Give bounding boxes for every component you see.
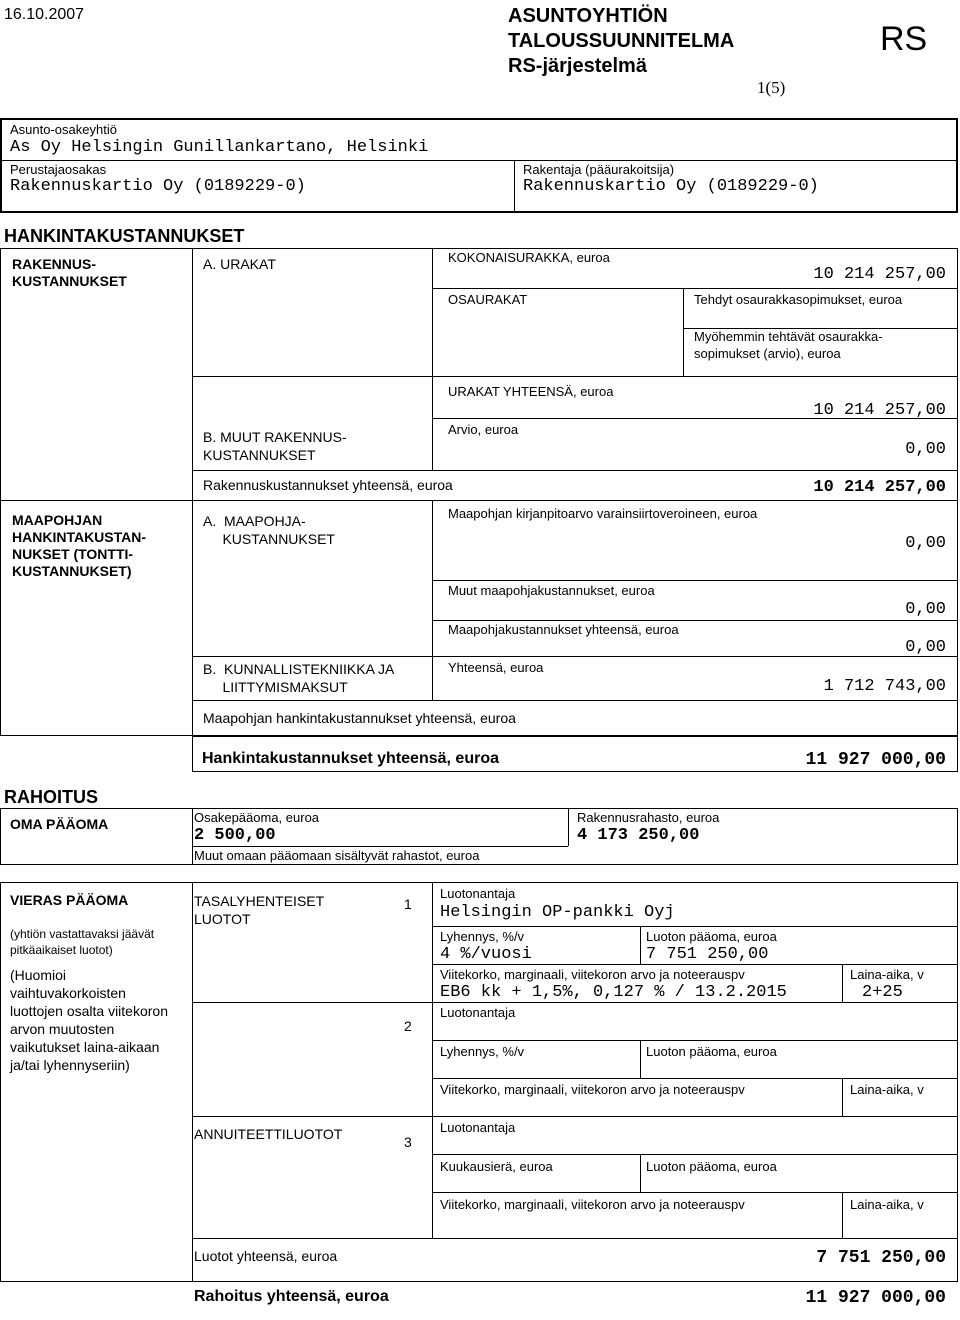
loan1-lender: Helsingin OP-pankki Oyj xyxy=(440,903,675,922)
loan1-number: 1 xyxy=(404,896,412,912)
maapohja-hankinta-yhteensa-label: Maapohjan hankintakustannukset yhteensä, euroa xyxy=(203,710,516,726)
rahoitus-yhteensa-value: 11 927 000,00 xyxy=(805,1288,946,1308)
kirjanpitoarvo-value: 0,00 xyxy=(905,534,946,553)
kokonaisurakka-value: 10 214 257,00 xyxy=(813,265,946,284)
loan1-laina-aika-value: 2+25 xyxy=(862,983,903,1002)
vieras-note-huomioi: (Huomioi vaihtuvakorkoisten luottojen osalta viitekoron arvon muutosten vaikutukset laina-aikaan ja/tai lyhennyseriin) xyxy=(10,967,168,1073)
loan1-korko-label: Viitekorko, marginaali, viitekoron arvo ja noteerauspv xyxy=(440,967,745,982)
kirjanpitoarvo-label: Maapohjan kirjanpitoarvo varainsiirtoveroineen, euroa xyxy=(448,506,758,521)
muut-omaan-label: Muut omaan pääomaan sisältyvät rahastot, euroa xyxy=(194,848,480,863)
rakennus-section-label: RAKENNUS- KUSTANNUKSET xyxy=(12,256,127,289)
maapohja-yhteensa-value: 0,00 xyxy=(905,638,946,657)
loan2-lyhennys-label: Lyhennys, %/v xyxy=(440,1044,525,1059)
arvio-value: 0,00 xyxy=(905,440,946,459)
vieras-paaoma-label: VIERAS PÄÄOMA xyxy=(10,892,129,908)
hankinta-yhteensa-value: 11 927 000,00 xyxy=(805,750,946,770)
luotot-yhteensa-value: 7 751 250,00 xyxy=(816,1248,946,1268)
annuiteetti-label: ANNUITEETTILUOTOT xyxy=(194,1126,343,1142)
loan1-korko-value: EB6 kk + 1,5%, 0,127 % / 13.2.2015 xyxy=(440,983,787,1002)
osakepaaoma-value: 2 500,00 xyxy=(194,826,276,845)
luotot-yhteensa-label: Luotot yhteensä, euroa xyxy=(194,1248,338,1264)
doc-title-line3: RS-järjestelmä xyxy=(508,55,647,77)
muut-maapohja-label: Muut maapohjakustannukset, euroa xyxy=(448,583,655,598)
urakat-yhteensa-label: URAKAT YHTEENSÄ, euroa xyxy=(448,384,614,399)
page-number: 1(5) xyxy=(757,78,786,97)
loan1-laina-aika-label: Laina-aika, v xyxy=(850,967,924,982)
rakennusrahasto-label: Rakennusrahasto, euroa xyxy=(577,810,720,825)
loan1-paaoma-value: 7 751 250,00 xyxy=(646,945,769,964)
founder-name: Rakennuskartio Oy (0189229-0) xyxy=(10,177,306,196)
loan1-lyhennys-value: 4 %/vuosi xyxy=(440,945,532,964)
loan2-korko-label: Viitekorko, marginaali, viitekoron arvo ja noteerauspv xyxy=(440,1082,745,1097)
loan3-lender-label: Luotonantaja xyxy=(440,1120,516,1135)
a-maapohja-label: A. MAAPOHJA- KUSTANNUKSET xyxy=(203,513,335,547)
loan2-number: 2 xyxy=(404,1018,412,1034)
loan3-number: 3 xyxy=(404,1134,412,1150)
yhteensa-value: 1 712 743,00 xyxy=(823,677,946,696)
loan3-kuukausiera-label: Kuukausierä, euroa xyxy=(440,1159,553,1174)
loan2-laina-aika-label: Laina-aika, v xyxy=(850,1082,924,1097)
yhteensa-label: Yhteensä, euroa xyxy=(448,660,544,675)
company-box xyxy=(0,118,958,213)
b-kunnallis-label: B. KUNNALLISTEKNIIKKA JA LIITTYMISMAKSUT xyxy=(203,661,395,695)
myohemmin-osaurakat-label: Myöhemmin tehtävät osaurakka- sopimukset (arvio), euroa xyxy=(694,329,883,361)
loan1-paaoma-label: Luoton pääoma, euroa xyxy=(646,929,777,944)
section-title-hankinta: HANKINTAKUSTANNUKSET xyxy=(4,226,245,246)
doc-title-line2: TALOUSSUUNNITELMA xyxy=(508,30,735,52)
company-type-label: Asunto-osakeyhtiö xyxy=(10,122,117,137)
tasalyhenteiset-label: TASALYHENTEISET LUOTOT xyxy=(194,893,325,927)
doc-code: RS xyxy=(880,20,928,58)
print-date: 16.10.2007 xyxy=(4,6,85,23)
osakepaaoma-label: Osakepääoma, euroa xyxy=(194,810,320,825)
company-name: As Oy Helsingin Gunillankartano, Helsinki xyxy=(10,138,429,157)
kokonaisurakka-label: KOKONAISURAKKA, euroa xyxy=(448,250,610,265)
oma-paaoma-label: OMA PÄÄOMA xyxy=(10,816,109,832)
loan2-paaoma-label: Luoton pääoma, euroa xyxy=(646,1044,777,1059)
arvio-label: Arvio, euroa xyxy=(448,422,519,437)
founder-label: Perustajaosakas xyxy=(10,162,107,177)
builder-name: Rakennuskartio Oy (0189229-0) xyxy=(523,177,819,196)
a-urakat-label: A. URAKAT xyxy=(203,256,276,272)
doc-title-line1: ASUNTOYHTIÖN xyxy=(508,5,668,27)
loan3-paaoma-label: Luoton pääoma, euroa xyxy=(646,1159,777,1174)
doc-title xyxy=(508,4,734,79)
loan3-laina-aika-label: Laina-aika, v xyxy=(850,1197,924,1212)
vieras-note-pitkaaikaiset: (yhtiön vastattavaksi jäävät pitkäaikaiset luotot) xyxy=(10,927,155,957)
b-muut-label: B. MUUT RAKENNUS- KUSTANNUKSET xyxy=(203,429,347,463)
loan1-lyhennys-label: Lyhennys, %/v xyxy=(440,929,525,944)
rakennusrahasto-value: 4 173 250,00 xyxy=(577,826,700,845)
loan2-lender-label: Luotonantaja xyxy=(440,1005,516,1020)
rakennus-yhteensa-value: 10 214 257,00 xyxy=(813,478,946,497)
maapohja-section-label: MAAPOHJAN HANKINTAKUSTAN- NUKSET (TONTTI- KUSTANNUKSET) xyxy=(12,512,147,579)
loan3-korko-label: Viitekorko, marginaali, viitekoron arvo ja noteerauspv xyxy=(440,1197,745,1212)
osaurakat-label: OSAURAKAT xyxy=(448,292,528,307)
builder-label: Rakentaja (pääurakoitsija) xyxy=(523,162,675,177)
rahoitus-yhteensa-label: Rahoitus yhteensä, euroa xyxy=(194,1288,389,1305)
loan1-lender-label: Luotonantaja xyxy=(440,886,516,901)
tehdyt-osaurakat-label: Tehdyt osaurakkasopimukset, euroa xyxy=(694,292,903,307)
hankinta-yhteensa-label: Hankintakustannukset yhteensä, euroa xyxy=(202,750,499,767)
rakennus-yhteensa-label: Rakennuskustannukset yhteensä, euroa xyxy=(203,477,453,493)
section-title-rahoitus: RAHOITUS xyxy=(4,787,98,807)
maapohja-yhteensa-label: Maapohjakustannukset yhteensä, euroa xyxy=(448,622,679,637)
muut-maapohja-value: 0,00 xyxy=(905,600,946,619)
urakat-yhteensa-value: 10 214 257,00 xyxy=(813,401,946,420)
